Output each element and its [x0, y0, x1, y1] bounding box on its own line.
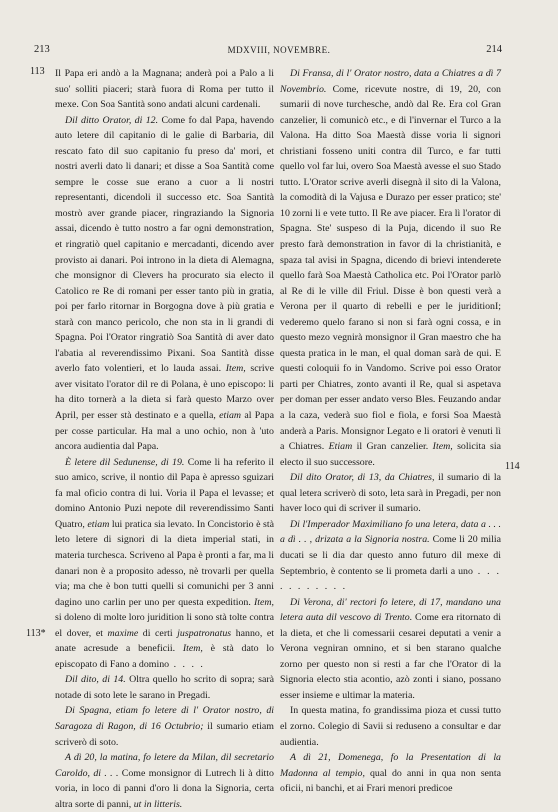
paragraph: Dil dito Orator, di 13, da Chiatres, il sumario di la qual letera scriverò di soto, leta sarà in Pregadi, per non haver loco qui di scriver il sumario. — [280, 472, 502, 515]
paragraph: A dì 20, la matina, fo letere da Milan, dil secretario Caroldo, di . . . Come monsignor di Lutrech li à ditto voria, in loco di panni d'oro li dona la Signoria, certa altra sorte di panni, ut in litteris. — [55, 752, 274, 810]
paragraph: A dì 21, Domenega, fo la Presentation di la Madonna al tempio, qual do anni in qua non senta oficii, ni banchi, et ai Frari menori predicoe — [280, 752, 501, 795]
left-page-number: 213 — [34, 44, 50, 55]
right-page-number: 214 — [486, 44, 502, 55]
paragraph: È letere dil Sedunense, di 19. Come li ha referito il suo amico, scrive, il nontio dil Papa è apresso sguizari fa mal oficio contra di lui. Voria il Papa el levasse; et domino Antonio Puzi nepote dil reverendissimo Santi Quatro, etiam lui pratica sia levato. In Concistorio è stà leto letere di signori di la dieta imperial stati, in materia turchesca. Scriveno al Papa è pronti a far, ma li danari non è a proposito adesso, nè trovarli per quella via; ma che è bon tutti quelli si comunichi per 3 anni dagino uno carlin per uno per questa expedition. Item, si doleno di molte loro juridition li sono stà tolte contra el dover, et maxime di certi juspatronatus hanno, et anate acresude a beneficii. Item, è stà dato lo episcopato di Fano a domino . . . . — [55, 456, 275, 670]
paragraph: In questa matina, fo grandissima pioza et cussi tutto el zorno. Colegio di Savii si reduseno a consultar e dar audientia. — [280, 705, 501, 748]
margin-number: 113 — [30, 66, 45, 77]
paragraph: Di Spagna, etiam fo letere di l' Orator nostro, di Saragoza di Ragon, di 16 Octubrio; il sumario etiam scriverò di soto. — [55, 705, 275, 748]
paragraph: Di Fransa, di l' Orator nostro, data a Chiatres a dì 7 Novembrio. Come, ricevute nostre, di 19, 20, con sumarii di nove turchesche, andò dal Re. Era col Gran canzelier, li comunicò etc., e di l'invernar el Turco a la Valona. Ha ditto Soa Maestà disse voria li signori christiani fosseno uniti contra dil Turco, e far tutti quello vol far lui, overo Soa Maestà avesse el suo Stado tutto. L'Orator scrive averli disegnà il sito di la Valona, la comodità di la Vajusa e Durazo per esser pratico; ste' 10 zorni li e vete tutto. Il Re ave piacer. Era lì l'orator di Spagna. Ste' suspeso di la Puja, dicendo il suo Re presto farà demonstration in favor di la christianità, e spaza tal avisi in Spagna, dicendo di brievi intenderete quello farà Soa Maestà Catholica etc. Poi l'Orator parlò al Re di le ville dil Friul. Disse è bon questi verà a Verona per il quarto di rebelli e per le juriditionI; vederemo quelo farano si non si farà ogni cossa, e in questo mezo vegnirà monsignor il Gran maestro che ha questa pratica in le man, el qual doman sarà de qui. E questi coloquii fo in Vandomo. Scrive poi esso Orator parti per Chiatres, zonto avanti il Re, qual si aspetava per doman per esser andato verso Bles. Feuzando andar a la caza, vederà suo fiol e fiola, e forsi Soa Maestà anderà a Paris. Monsignor Legato e li oratori è venuti lì a Chiatres. Etiam il Gran canzelier. Item, solicita sia electo il suo successore. — [280, 68, 501, 468]
right-column — [280, 66, 501, 797]
paragraph: Di Verona, di' rectori fo letere, di 17, mandano una letera auta dil vescovo di Trento. Come era ritornato di la dieta, et che li comessarii cesarei deputati a venir a Verona vegniran omnino, et si ben starano qualche zorno per questo non si resti a far che l'Orator di la Signoria electo stia acontio, azò zonti i siano, possano esser insieme e ultimar la materia. — [280, 596, 501, 701]
running-title: MDXVIII, NOVEMBRE. — [227, 45, 331, 55]
running-header — [0, 44, 558, 58]
margin-number: 114 — [505, 461, 520, 472]
margin-number: 113* — [26, 628, 46, 639]
paragraph: Il Papa eri andò a la Magnana; anderà poi a Palo a li suo' solliti piaceri; starà fuora di Roma per tutto il mexe. Con Soa Santità sono andati alcuni cardenali. — [55, 68, 274, 111]
paragraph: Dil ditto Orator, di 12. Come fo dal Papa, havendo auto letere dil capitanio di le galie di Barbaria, dil rescato fato dil suo capitanio fu preso da' mori, et nostri averli dato li danari; et disse a Soa Santità come sempre le cosse sue erano a cuor a li nostri representanti, dicendoli il successo etc. Soa Santità mostrò aver grande piacer, ringraziando la Signoria assai, dicendo è tutto nostro a far ogni demonstration, et ringratiò quel capitanio e mercadanti, dicendo aver provisto ai danari. Poi introno in la dieta di Alemagna, che monsignor di Clevers ha procurato sia electo il Catolico re Re di romani per esser tanto più in gratia, poi per farlo ritornar in Borgogna dove à più gratia e starà con manco pericolo, che non sta in li grandi di Spagna. Poi l'Orator ringratiò Soa Santità di aver dato l'abatia al reverendissimo Pixani. Soa Santità disse averlo fato volentieri, et lo lauda assai. Item, scrive aver visitato l'orator dil re di Polana, è uno episcopo: li ha dito tornerà a la dieta si farà questo Marzo over April, per esser stà destinato e a quella, etiam al Papa per cosse particular. Ha mal a uno ochio, non à 'uto ancora audientia dal Papa. — [55, 114, 274, 453]
left-column — [55, 66, 274, 812]
paragraph: Di l'Imperador Maximiliano fo una letera, data a . . . a dì . . , drizata a la Signoria nostra. Come li 20 milia ducati se li dia dar questo anno futuro dil mexe di Septembrio, è contento se li prometa darli a uno . . . . . . . . . . . — [280, 518, 502, 593]
paragraph: Dil dito, di 14. Oltra quello ho scrito di sopra; sarà notade di soto lete le sarano in Pregadi. — [55, 674, 274, 701]
